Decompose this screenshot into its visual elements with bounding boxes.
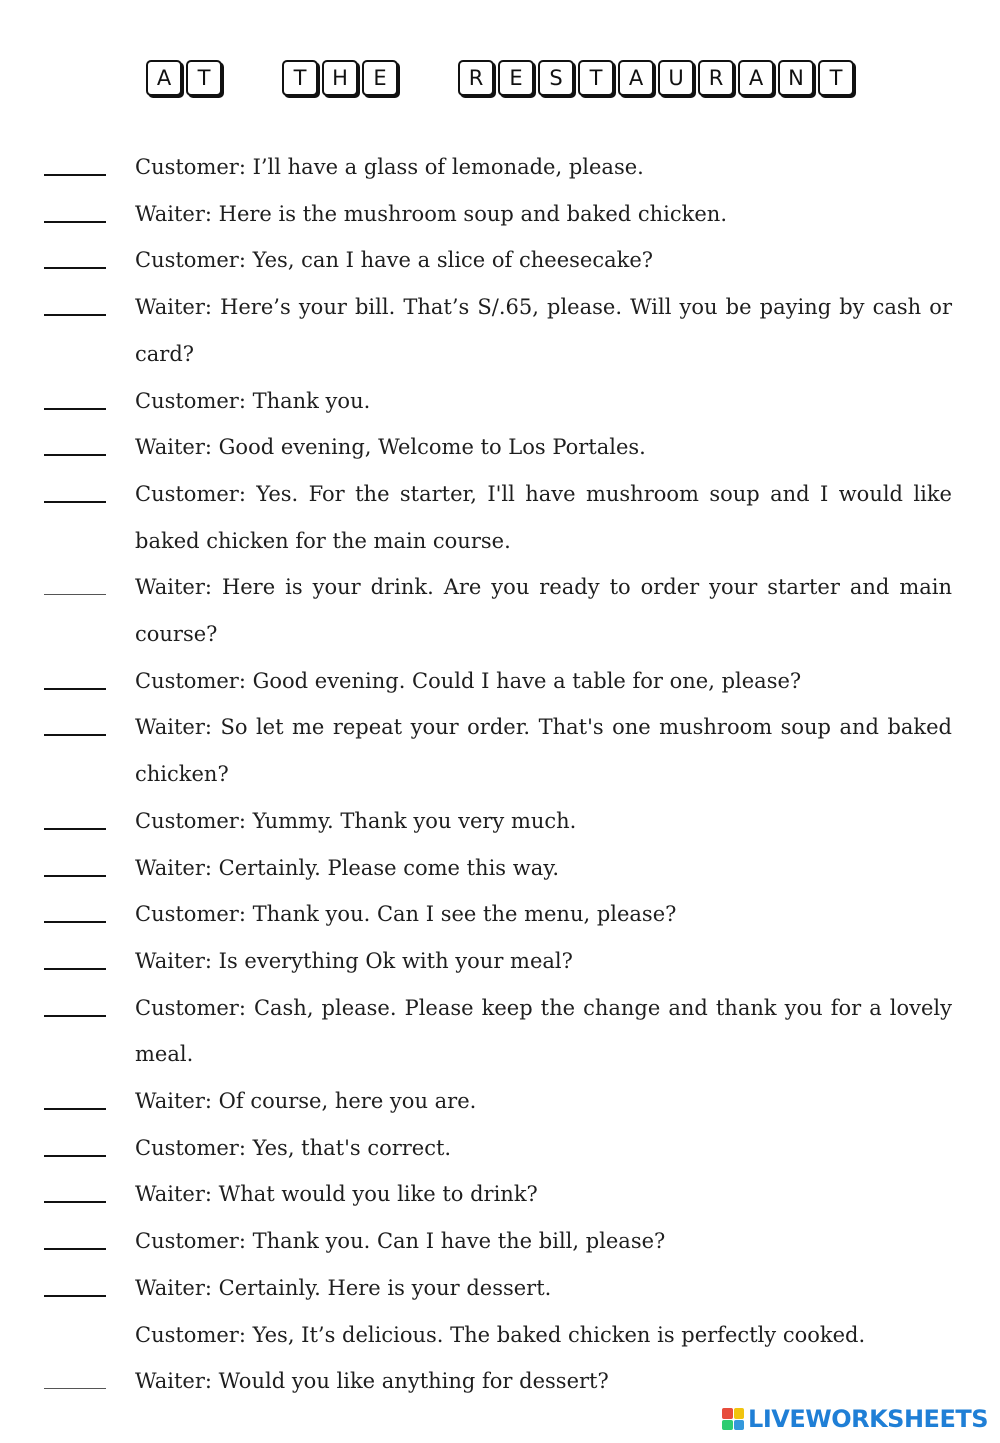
answer-blank[interactable] — [44, 688, 106, 690]
dialogue-row — [0, 1171, 1000, 1218]
title-word — [280, 60, 400, 96]
title-letter-tile: T — [578, 60, 614, 96]
dialogue-row — [0, 1358, 1000, 1405]
title-word — [144, 60, 224, 96]
dialogue-line-text: Waiter: Here’s your bill. That’s S/.65, please. Will you be paying by cash or card? — [135, 295, 952, 366]
dialogue-row — [0, 891, 1000, 938]
dialogue-row — [0, 1312, 1000, 1359]
dialogue-line-text: Waiter: Is everything Ok with your meal? — [135, 948, 573, 973]
answer-blank[interactable] — [44, 1388, 106, 1389]
dialogue-line-text: Customer: Good evening. Could I have a table for one, please? — [135, 668, 802, 693]
dialogue-list — [0, 144, 1000, 1405]
dialogue-row — [0, 144, 1000, 191]
answer-blank[interactable] — [44, 501, 106, 503]
answer-blank[interactable] — [44, 221, 106, 223]
dialogue-line-text: Waiter: Here is the mushroom soup and baked chicken. — [135, 201, 727, 226]
dialogue-line-text: Customer: Yes, that's correct. — [135, 1135, 452, 1160]
title-letter-tile: A — [738, 60, 774, 96]
dialogue-line-text: Customer: Thank you. — [135, 388, 371, 413]
dialogue-line-text: Waiter: Would you like anything for dessert? — [135, 1369, 609, 1394]
dialogue-row — [0, 845, 1000, 892]
dialogue-line-text: Customer: Thank you. Can I have the bill, please? — [135, 1229, 666, 1254]
answer-blank[interactable] — [44, 1108, 106, 1110]
title-letter-tile: U — [658, 60, 694, 96]
answer-blank[interactable] — [44, 314, 106, 316]
title-letter-tile: E — [362, 60, 398, 96]
title-letter-tile: R — [698, 60, 734, 96]
dialogue-row — [0, 237, 1000, 284]
dialogue-line-text: Waiter: Certainly. Here is your dessert. — [135, 1275, 552, 1300]
title-letter-tile: T — [186, 60, 222, 96]
answer-blank[interactable] — [44, 734, 106, 736]
dialogue-row — [0, 704, 1000, 797]
dialogue-row — [0, 1125, 1000, 1172]
answer-blank[interactable] — [44, 1248, 106, 1250]
dialogue-line-text: Waiter: Here is your drink. Are you ready to order your starter and main course? — [135, 575, 952, 647]
dialogue-line-text: Customer: Yes, can I have a slice of cheesecake? — [135, 248, 654, 273]
dialogue-line-text: Waiter: What would you like to drink? — [135, 1182, 538, 1207]
answer-blank[interactable] — [44, 828, 106, 830]
dialogue-row — [0, 1265, 1000, 1312]
liveworksheets-logo — [722, 1405, 988, 1433]
brand-name: LIVEWORKSHEETS — [748, 1405, 988, 1433]
title-letter-tile: S — [538, 60, 574, 96]
title-letter-tile: N — [778, 60, 814, 96]
dialogue-line-text: Waiter: Good evening, Welcome to Los Portales. — [135, 435, 646, 460]
dialogue-row — [0, 985, 1000, 1078]
dialogue-row — [0, 471, 1000, 564]
dialogue-line-text: Waiter: Of course, here you are. — [135, 1089, 477, 1114]
title-word — [456, 60, 856, 96]
title-letter-tile: A — [618, 60, 654, 96]
dialogue-line-text: Customer: Yummy. Thank you very much. — [135, 808, 577, 833]
title-letter-tile: H — [322, 60, 358, 96]
answer-blank[interactable] — [44, 408, 106, 410]
worksheet-title — [0, 54, 1000, 102]
answer-blank[interactable] — [44, 454, 106, 456]
answer-blank[interactable] — [44, 921, 106, 923]
dialogue-line-text: Customer: Cash, please. Please keep the change and thank you for a lovely meal. — [135, 995, 952, 1067]
dialogue-line-text: Customer: Thank you. Can I see the menu, please? — [135, 902, 677, 927]
answer-blank[interactable] — [44, 875, 106, 877]
title-letter-tile: A — [146, 60, 182, 96]
dialogue-row — [0, 798, 1000, 845]
answer-blank[interactable] — [44, 1155, 106, 1157]
answer-blank[interactable] — [44, 174, 106, 176]
answer-blank[interactable] — [44, 267, 106, 269]
answer-blank[interactable] — [44, 1295, 106, 1297]
dialogue-row — [0, 378, 1000, 425]
dialogue-row — [0, 424, 1000, 471]
answer-blank[interactable] — [44, 594, 106, 595]
dialogue-row — [0, 1078, 1000, 1125]
answer-blank[interactable] — [44, 968, 106, 970]
title-letter-tile: T — [282, 60, 318, 96]
dialogue-row — [0, 564, 1000, 657]
dialogue-line-text: Customer: I’ll have a glass of lemonade, please. — [135, 155, 644, 179]
dialogue-row — [0, 658, 1000, 705]
answer-blank[interactable] — [44, 1201, 106, 1203]
liveworksheets-icon — [722, 1408, 744, 1430]
dialogue-line-text: Customer: Yes. For the starter, I'll have mushroom soup and I would like baked chicken for the main course. — [135, 481, 952, 553]
title-letter-tile: T — [818, 60, 854, 96]
title-letter-tile: R — [458, 60, 494, 96]
dialogue-row — [0, 938, 1000, 985]
answer-blank[interactable] — [44, 1015, 106, 1017]
dialogue-line-text: Customer: Yes, It’s delicious. The baked chicken is perfectly cooked. — [135, 1322, 866, 1347]
dialogue-row — [0, 1218, 1000, 1265]
dialogue-row — [0, 284, 1000, 377]
title-letter-tile: E — [498, 60, 534, 96]
dialogue-line-text: Waiter: Certainly. Please come this way. — [135, 855, 559, 880]
dialogue-row — [0, 191, 1000, 238]
dialogue-line-text: Waiter: So let me repeat your order. That's one mushroom soup and baked chicken? — [135, 715, 952, 787]
